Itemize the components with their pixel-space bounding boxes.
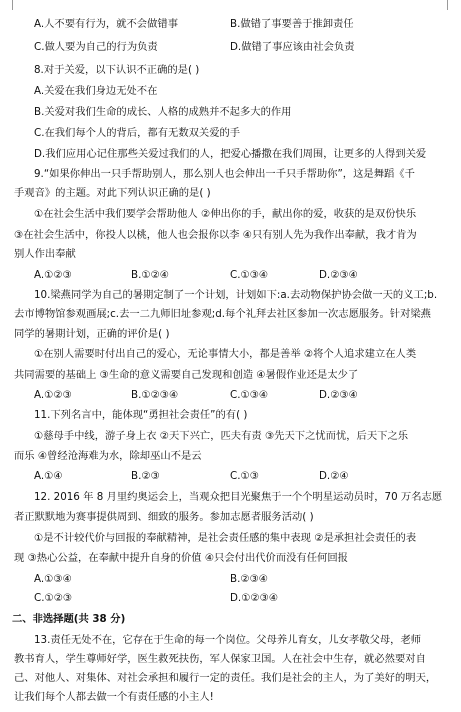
q12-stem-line-1: 12. 2016 年 8 月里约奥运会上，当观众把目光聚焦于一个个明星运动员时，70 万名志愿 xyxy=(34,491,443,503)
page-corner-mark-left xyxy=(2,0,13,10)
q13-paragraph-line-2: 教书育人，学生尊师好学，医生救死扶伤，军人保家卫国。人在社会中生存，就必然要对自 xyxy=(14,653,426,665)
q12-option-d: D.①②③④ xyxy=(230,592,279,604)
q7-option-a: A.人不要有行为，就不会做错事 xyxy=(34,18,178,30)
q9-option-a: A.①②③ xyxy=(34,269,72,281)
q10-option-c: C.①③④ xyxy=(230,389,269,401)
q10-stem-line-3: 同学的暑期计划，正确的评价是( ) xyxy=(14,328,170,340)
q11-statement-line-2: 而乐 ④曾经沧海难为水，除却巫山不是云 xyxy=(14,450,202,462)
q11-option-b: B.②③ xyxy=(131,470,160,482)
q11-option-c: C.①③ xyxy=(230,470,259,482)
section-heading: 二、非选择题(共 38 分) xyxy=(12,613,126,625)
q9-statement-line-3: 别人作出奉献 xyxy=(14,248,76,260)
q11-option-a: A.①④ xyxy=(34,470,63,482)
q9-stem-line-1: 9.“如果你伸出一只手帮助别人，那么别人也会伸出一千只手帮助你”，这是舞蹈《千 xyxy=(34,168,415,180)
q13-paragraph-line-1: 13.责任无处不在，它存在于生命的每一个岗位。父母养儿育女，儿女孝敬父母，老师 xyxy=(34,634,422,646)
q8-option-d: D.我们应用心记住那些关爱过我们的人，把爱心播撒在我们周围，让更多的人得到关爱 xyxy=(34,148,427,160)
q9-option-c: C.①③④ xyxy=(230,269,269,281)
q9-option-b: B.①②④ xyxy=(131,269,170,281)
q11-option-d: D.②④ xyxy=(319,470,349,482)
q9-statement-line-2: ③在社会生活中，你投人以桃，他人也会报你以李 ④只有别人先为我作出奉献，我才肯为 xyxy=(14,229,417,241)
q12-option-b: B.②③④ xyxy=(230,573,269,585)
q13-paragraph-line-3: 己、对他人、对集体、对社会承担和履行一定的责任。我们是社会的主人，为了美好的明天， xyxy=(14,672,437,684)
q7-option-b: B.做错了事要善于推卸责任 xyxy=(230,18,354,30)
q10-option-a: A.①②③ xyxy=(34,389,72,401)
q10-option-d: D.②③④ xyxy=(319,389,358,401)
q8-option-b: B.关爱对我们生命的成长、人格的成熟并不起多大的作用 xyxy=(34,106,292,118)
q8-option-a: A.关爱在我们身边无处不在 xyxy=(34,85,158,97)
q11-stem: 11.下列名言中，能体现“勇担社会责任”的有( ) xyxy=(34,409,248,421)
q10-stem-line-1: 10.梁燕同学为自己的暑期定制了一个计划，计划如下:a.去动物保护协会做一天的义工;b. xyxy=(34,289,438,301)
q7-option-c: C.做人要为自己的行为负责 xyxy=(34,41,158,53)
q7-option-d: D.做错了事应该由社会负责 xyxy=(230,41,355,53)
q9-option-d: D.②③④ xyxy=(319,269,358,281)
q12-statement-line-1: ①是不计较代价与回报的奉献精神，是社会责任感的集中表现 ②是承担社会责任的表 xyxy=(34,532,417,544)
q9-statement-line-1: ①在社会生活中我们要学会帮助他人 ②伸出你的手，献出你的爱，收获的是双份快乐 xyxy=(34,208,417,220)
q8-stem: 8.对于关爱，以下认识不正确的是( ) xyxy=(34,64,200,76)
q10-option-b: B.①②③④ xyxy=(131,389,179,401)
page-corner-mark-right xyxy=(447,0,458,10)
q8-option-c: C.在我们每个人的背后，都有无数双关爱的手 xyxy=(34,127,241,139)
q13-paragraph-line-4: 让我们每个人都去做一个有责任感的小主人! xyxy=(14,691,214,703)
q12-statement-line-2: 现 ③热心公益，在奉献中提升自身的价值 ④只会付出代价而没有任何回报 xyxy=(14,552,348,564)
q11-statement-line-1: ①慈母手中线，游子身上衣 ②天下兴亡，匹夫有责 ③先天下之忧而忧，后天下之乐 xyxy=(34,430,409,442)
q10-statement-line-2: 共同需要的基础上 ③生命的意义需要自己发现和创造 ④暑假作业还是太少了 xyxy=(14,369,359,381)
q10-statement-line-1: ①在别人需要时付出自己的爱心，无论事情大小，都是善举 ②将个人追求建立在人类 xyxy=(34,348,417,360)
q10-stem-line-2: 去市博物馆参观画展;c.去一二九师旧址参观;d.每个礼拜去社区参加一次志愿服务。针对梁燕 xyxy=(14,308,431,320)
q12-option-c: C.①②③ xyxy=(34,592,73,604)
q9-stem-line-2: 手观音》的主题。对此下列认识正确的是( ) xyxy=(14,187,211,199)
q12-option-a: A.①③④ xyxy=(34,573,72,585)
q12-stem-line-2: 者正默默地为赛事提供周到、细致的服务。参加志愿者服务活动( ) xyxy=(14,511,314,523)
